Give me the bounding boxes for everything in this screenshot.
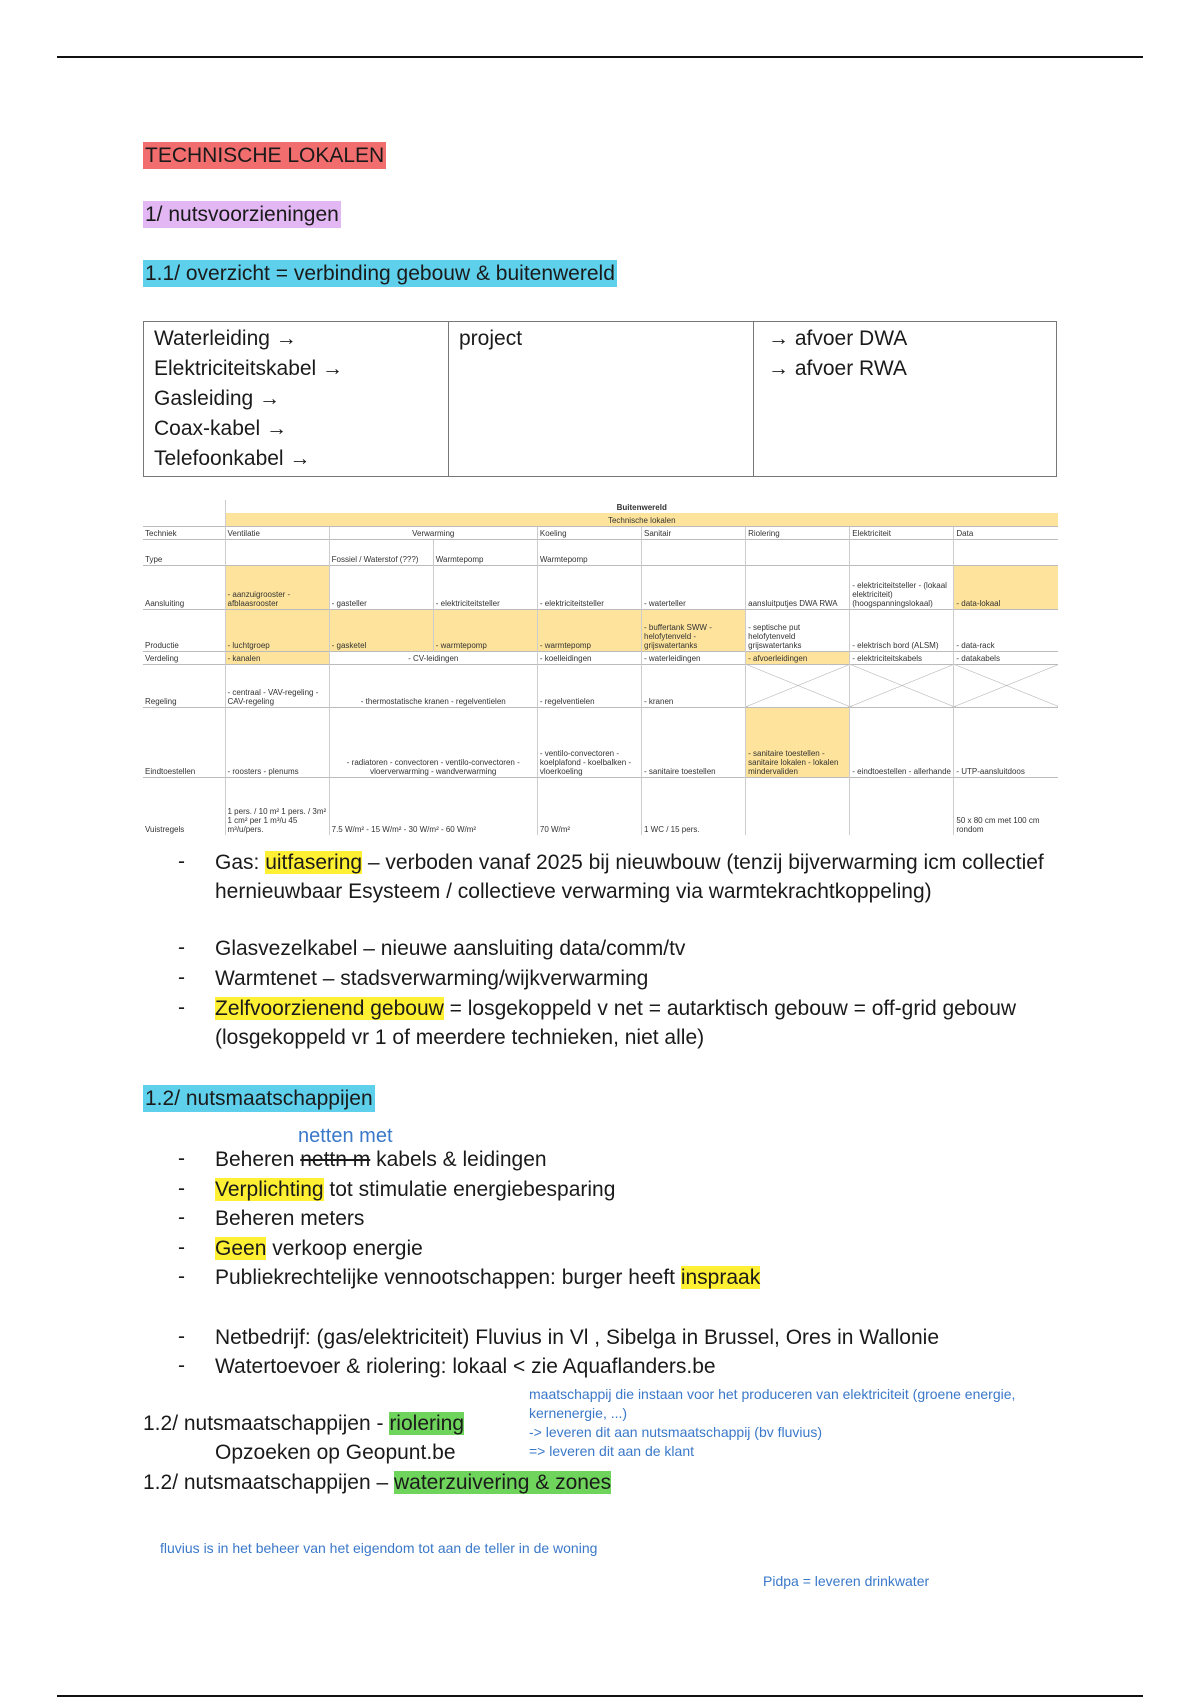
bullet-marker: - [178, 1177, 185, 1200]
bullet-marker: - [178, 966, 185, 989]
bullet-zelfvoorzienend: Zelfvoorzienend gebouw = losgekoppeld v net = autarktisch gebouw = off-grid gebouw (losgekoppeld vr 1 of meerdere technieken, niet alle) [215, 997, 1017, 1049]
bullet-beheren-kabels: Beheren nettn m kabels & leidingen [215, 1148, 547, 1171]
technieken-overview-table: Buitenwereld Technische lokalen Techniek Ventilatie Verwarming Koeling Sanitair Riolering Elektriciteit Data Type Fossiel / Waterstof (???) Warmtepomp Warmtepomp Aansluiting - aanzuigrooster - afblaasrooster - gasteller - elektriciteitsteller - elektriciteitsteller - waterteller aansluitputjes DWA RWA - elektriciteitsteller - (lokaal elektriciteit) (hoogspanningslokaal) - data-lokaal Productie - luchtgroep - gasketel - warmtepomp - warmtepomp - buffertank SWW - helofytenveld - grijswatertanks - septische put helofytenveld grijswatertanks - elektrisch bord (ALSM) - data-rack Verdeling - kanalen - CV-leidingen - koelleidingen - waterleidingen - afvoerleidingen - elektriciteitskabels - datakabels Regeling - centraal - VAV-regeling - CAV-regeling - thermostatische kranen - regelventielen - regelventielen - kranen Eindtoestellen - roosters - plenums - radiatoren - convectoren - ventilo-convectoren - vloerverwarming - wandverwarming - ventilo-convectoren - koelplafond - koelbalken - vloerkoeling - sanitaire toestellen - sanitaire toestellen - sanitaire lokalen - lokalen mindervaliden - eindtoestellen - allerhande - UTP-aansluitdoos Vuistregels 1 pers. / 10 m² 1 pers. / 3m² 1 cm² per 1 m³/u 45 m³/u/pers. 7.5 W/m² - 15 W/m² - 30 W/m² - 60 W/m² 70 W/m² 1 WC / 15 pers. 50 x 80 cm met 100 cm rondom [143, 500, 1058, 835]
producers-note: maatschappij die instaan voor het produceren van elektriciteit (groene energie, kernenergie, ...) -> leveren dit aan nutsmaatschappij (bv fluvius) => leveren dit aan de klant [529, 1386, 1016, 1459]
bullet-marker: - [178, 1354, 185, 1377]
bullet-marker: - [178, 1147, 185, 1170]
bullet-marker: - [178, 1206, 185, 1229]
bullet-gas: Gas: uitfasering – verboden vanaf 2025 bij nieuwbouw (tenzij bijverwarming icm collectief hernieuwbaar Esysteem / collectieve verwarming via warmtekrachtkoppeling) [215, 851, 1044, 903]
fluvius-note: fluvius is in het beheer van het eigendom tot aan de teller in de woning [160, 1540, 598, 1556]
bullet-publiekrechtelijk: Publiekrechtelijke vennootschappen: burger heeft inspraak [215, 1266, 761, 1289]
section-1-heading: 1/ nutsvoorzieningen [145, 203, 339, 226]
bullet-marker: - [178, 1265, 185, 1288]
bullet-netbedrijf: Netbedrijf: (gas/elektriciteit) Fluvius in Vl , Sibelga in Brussel, Ores in Wallonie [215, 1326, 939, 1349]
bullet-marker: - [178, 1325, 185, 1348]
incoming-connections: Waterleiding → Elektriciteitskabel → Gasleiding → Coax-kabel → Telefoonkabel → [144, 322, 449, 477]
bullet-marker: - [178, 996, 185, 1019]
riolering-heading: 1.2/ nutsmaatschappijen - riolering [143, 1412, 465, 1435]
top-rule [57, 56, 1143, 58]
bullet-marker: - [178, 850, 185, 873]
geopunt-line: Opzoeken op Geopunt.be [215, 1441, 456, 1464]
bullet-watertoevoer: Watertoevoer & riolering: lokaal < zie Aquaflanders.be [215, 1355, 716, 1378]
bullet-warmtenet: Warmtenet – stadsverwarming/wijkverwarming [215, 967, 649, 990]
handwritten-annotation: netten met [298, 1125, 393, 1147]
connection-table [143, 321, 1057, 477]
pidpa-note: Pidpa = leveren drinkwater [763, 1573, 930, 1589]
bullet-verplichting: Verplichting tot stimulatie energiebesparing [215, 1178, 616, 1201]
project-cell: project [449, 322, 754, 477]
bullet-glasvezel: Glasvezelkabel – nieuwe aansluiting data/comm/tv [215, 937, 686, 960]
bullet-marker: - [178, 936, 185, 959]
bullet-geen-verkoop: Geen verkoop energie [215, 1237, 423, 1260]
outgoing-connections: → afvoer DWA → afvoer RWA [754, 322, 1057, 477]
waterzuivering-heading: 1.2/ nutsmaatschappijen – waterzuivering & zones [143, 1471, 612, 1494]
section-1-1-heading: 1.1/ overzicht = verbinding gebouw & buitenwereld [145, 262, 615, 285]
bottom-rule [57, 1695, 1143, 1697]
bullet-meters: Beheren meters [215, 1207, 365, 1230]
section-1-2-heading: 1.2/ nutsmaatschappijen [145, 1087, 373, 1110]
page-heading: TECHNISCHE LOKALEN [145, 144, 385, 167]
bullet-marker: - [178, 1236, 185, 1259]
